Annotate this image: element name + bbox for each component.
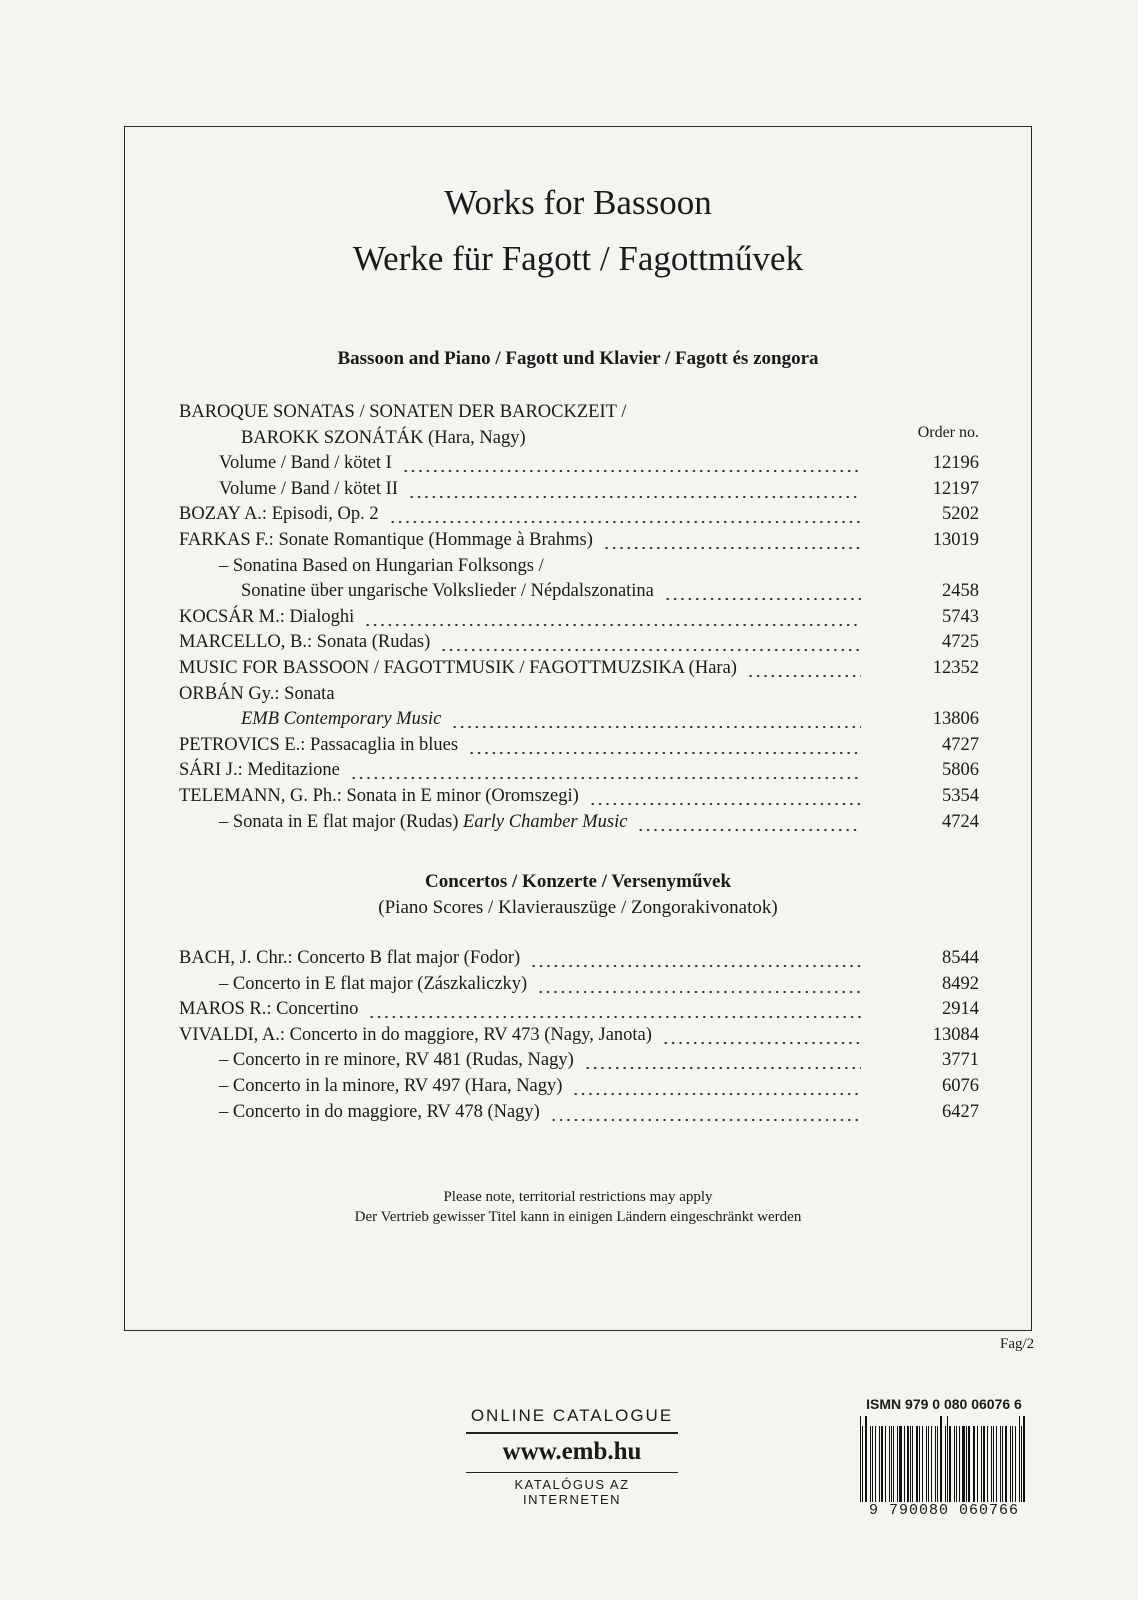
order-number: 5806: [942, 760, 979, 781]
row-title: FARKAS F.: Sonate Romantique (Hommage à Brahms): [179, 530, 593, 550]
list-row: [125, 476, 1031, 502]
list-row: [125, 1099, 1031, 1125]
title-english: Works for Bassoon: [444, 183, 712, 222]
row-title: – Sonatina Based on Hungarian Folksongs /: [219, 555, 544, 576]
list-row: [125, 1047, 1031, 1073]
order-number: 13806: [932, 709, 979, 730]
list-row: [125, 501, 1031, 527]
row-title: Volume / Band / kötet II: [219, 478, 398, 499]
list-row: [125, 604, 1031, 630]
order-number: 12197: [932, 478, 979, 499]
row-title: TELEMANN, G. Ph.: Sonata in E minor (Oromszegi): [179, 786, 579, 806]
row-title: – Concerto in re minore, RV 481 (Rudas, Nagy): [219, 1050, 574, 1071]
row-title: BOZAY A.: Episodi, Op. 2: [179, 504, 379, 525]
order-number: 13019: [932, 530, 979, 550]
list-row: [125, 783, 1031, 809]
list-row: [125, 996, 1031, 1022]
row-title: BAROKK SZONÁTÁK (Hara, Nagy): [241, 427, 526, 448]
row-title: MARCELLO, B.: Sonata (Rudas): [179, 632, 431, 653]
list-row: [125, 945, 1031, 971]
dot-leader: [408, 476, 861, 502]
dot-leader: [364, 604, 861, 630]
order-number: 4725: [942, 632, 979, 653]
title-german-hungarian: Werke für Fagott / Fagottművek: [352, 239, 804, 278]
row-title: Volume / Band / kötet I: [219, 453, 392, 474]
row-title: – Sonata in E flat major (Rudas) Early Chamber Music: [219, 811, 628, 832]
dot-leader: [468, 732, 861, 758]
order-number: 4724: [942, 811, 979, 832]
row-title: MAROS R.: Concertino: [179, 999, 359, 1020]
barcode-digits: 9 790080 060766: [868, 1502, 1020, 1519]
dot-leader: [368, 996, 861, 1022]
dot-leader: [747, 655, 861, 681]
list-row: [125, 553, 1031, 579]
dot-leader: [451, 706, 861, 732]
row-title: Sonatine über ungarische Volkslieder / Népdalszonatina: [241, 581, 654, 602]
catalog-frame: [124, 126, 1032, 1331]
order-number: 12352: [932, 658, 979, 678]
section2-heading: Concertos / Konzerte / Versenyművek: [424, 871, 732, 892]
dot-leader: [537, 971, 861, 997]
list-row: [125, 1022, 1031, 1048]
list-row: [125, 425, 1031, 451]
dot-leader: [603, 527, 861, 553]
catalogue-hungarian-label: KATALÓGUS AZ INTERNETEN: [514, 1477, 630, 1507]
barcode-image: [860, 1416, 1028, 1502]
row-title: ORBÁN Gy.: Sonata: [179, 683, 335, 704]
ismn-barcode-block: [860, 1396, 1028, 1519]
list-row: [125, 706, 1031, 732]
list-row: [125, 1073, 1031, 1099]
row-title: SÁRI J.: Meditazione: [179, 760, 340, 781]
row-title: – Concerto in do maggiore, RV 478 (Nagy): [219, 1101, 540, 1122]
order-number: 5743: [942, 606, 979, 627]
list-row: [125, 809, 1031, 835]
row-title: BAROQUE SONATAS / SONATEN DER BAROCKZEIT /: [179, 402, 627, 422]
online-catalogue-block: [466, 1406, 678, 1507]
order-number: 8492: [942, 973, 979, 994]
order-number: 8544: [942, 948, 979, 968]
divider: [466, 1432, 678, 1434]
order-number: 4727: [942, 734, 979, 755]
dot-leader: [389, 501, 861, 527]
dot-leader: [584, 1047, 861, 1073]
order-number: 6076: [942, 1076, 979, 1096]
list-row: [125, 629, 1031, 655]
territorial-note-en: Please note, territorial restrictions may apply: [443, 1189, 713, 1205]
row-title: PETROVICS E.: Passacaglia in blues: [179, 734, 459, 755]
row-title: VIVALDI, A.: Concerto in do maggiore, RV 473 (Nagy, Janota): [179, 1024, 652, 1045]
row-title: BACH, J. Chr.: Concerto B flat major (Fodor): [179, 948, 521, 968]
order-number-label: Order no.: [917, 424, 979, 441]
section1-heading: Bassoon and Piano / Fagott und Klavier / Fagott és zongora: [337, 348, 819, 369]
order-number: 12196: [932, 453, 979, 474]
order-number: 6427: [942, 1101, 979, 1122]
catalog-code: Fag/2: [1000, 1336, 1035, 1352]
divider: [466, 1472, 678, 1474]
dot-leader: [664, 578, 861, 604]
list-row: [125, 450, 1031, 476]
ismn-label: ISMN 979 0 080 06076 6: [866, 1396, 1022, 1412]
row-title: – Concerto in E flat major (Zászkaliczky): [219, 973, 528, 994]
order-number: 2458: [942, 581, 979, 602]
list-row: [125, 757, 1031, 783]
dot-leader: [572, 1073, 861, 1099]
order-number: 5202: [942, 504, 979, 525]
list-row: [125, 971, 1031, 997]
row-title: MUSIC FOR BASSOON / FAGOTTMUSIK / FAGOTTMUZSIKA (Hara): [179, 658, 737, 678]
dot-leader: [662, 1022, 861, 1048]
dot-leader: [402, 450, 861, 476]
list-row: [125, 527, 1031, 553]
section2-subheading: (Piano Scores / Klavierauszüge / Zongorakivonatok): [378, 897, 778, 918]
territorial-note-de: Der Vertrieb gewisser Titel kann in einigen Ländern eingeschränkt werden: [354, 1209, 802, 1225]
dot-leader: [350, 757, 861, 783]
list-row: [125, 732, 1031, 758]
online-catalogue-label: ONLINE CATALOGUE: [470, 1406, 674, 1425]
dot-leader: [637, 809, 861, 835]
row-title: KOCSÁR M.: Dialoghi: [179, 606, 355, 627]
row-title: EMB Contemporary Music: [241, 709, 442, 730]
list-row: [125, 578, 1031, 604]
list-row: [125, 655, 1031, 681]
order-number: 3771: [942, 1050, 979, 1071]
order-number: 2914: [942, 999, 979, 1020]
list-row: [125, 681, 1031, 707]
catalogue-url[interactable]: www.emb.hu: [502, 1437, 642, 1465]
dot-leader: [550, 1099, 861, 1125]
list-row: [125, 399, 1031, 425]
dot-leader: [440, 629, 861, 655]
order-number: 13084: [932, 1024, 979, 1045]
dot-leader: [589, 783, 861, 809]
dot-leader: [530, 945, 861, 971]
order-number: 5354: [942, 786, 979, 806]
row-title: – Concerto in la minore, RV 497 (Hara, Nagy): [219, 1076, 563, 1096]
